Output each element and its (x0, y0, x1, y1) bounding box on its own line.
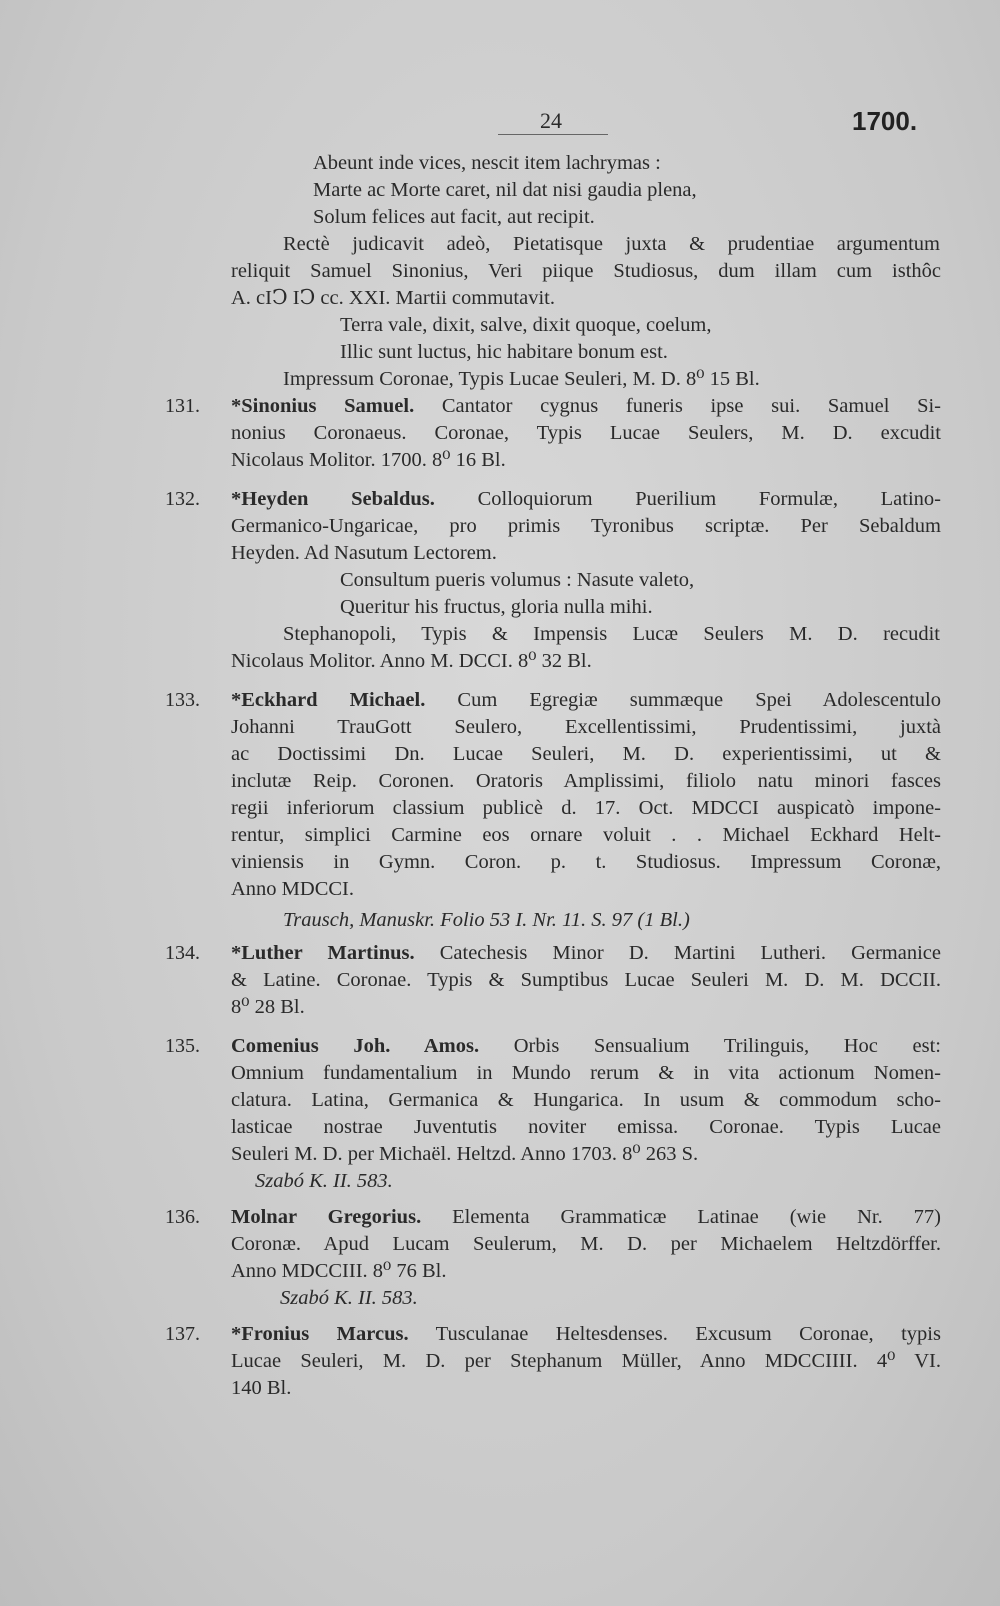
reference-line: Trausch, Manuskr. Folio 53 I. Nr. 11. S. 97 (1 Bl.) (283, 909, 690, 931)
verse-line: Queritur his fructus, gloria nulla mihi. (340, 596, 653, 618)
imprint-line: Nicolaus Molitor. Anno M. DCCI. 8⁰ 32 Bl. (231, 650, 592, 672)
entry-title: Catechesis Minor D. Martini Lutheri. Germanice (414, 942, 941, 964)
running-header (0, 104, 1000, 144)
entry-number: 134. (165, 942, 200, 964)
reference-line: Szabó K. II. 583. (255, 1170, 393, 1192)
running-year: 1700. (852, 106, 918, 136)
entry-author: Molnar Gregorius. (231, 1206, 422, 1228)
entry-number: 137. (165, 1323, 200, 1345)
entry-first-line (231, 393, 941, 420)
page-number: 24 (540, 108, 562, 133)
entry-title: Tusculanae Heltesdenses. Excusum Coronae, typis (408, 1323, 941, 1345)
imprint-line: Stephanopoli, Typis & Impensis Lucæ Seulers M. D. recudit (283, 623, 940, 645)
entry-author: *Heyden Sebaldus. (231, 488, 435, 510)
entry-author: *Fronius Marcus. (231, 1323, 409, 1345)
entry-line: 140 Bl. (231, 1377, 292, 1399)
entry-first-line (231, 1204, 941, 1231)
entry-author: *Luther Martinus. (231, 942, 415, 964)
entry-first-line (231, 940, 941, 967)
entry-line: Johanni TrauGott Seulero, Excellentissimi, Prudentissimi, juxtà (231, 716, 941, 738)
entry-number: 133. (165, 689, 200, 711)
entry-number: 131. (165, 395, 200, 417)
entry-line: Nicolaus Molitor. 1700. 8⁰ 16 Bl. (231, 449, 506, 471)
entry-line: Heyden. Ad Nasutum Lectorem. (231, 542, 497, 564)
verse-line: Consultum pueris volumus : Nasute valeto, (340, 569, 695, 591)
verse-line: Abeunt inde vices, nescit item lachrymas : (313, 152, 661, 174)
entry-line: ac Doctissimi Dn. Lucae Seuleri, M. D. experientissimi, ut & (231, 743, 941, 765)
entry-number: 135. (165, 1035, 200, 1057)
entry-first-line (231, 1321, 941, 1348)
prose-line: A. cIↃ IↃ cc. XXI. Martii commutavit. (231, 287, 555, 309)
entry-line: Seuleri M. D. per Michaël. Heltzd. Anno 1703. 8⁰ 263 S. (231, 1143, 699, 1165)
entry-title: Cantator cygnus funeris ipse sui. Samuel Si- (414, 395, 941, 417)
entry-line: 8⁰ 28 Bl. (231, 996, 305, 1018)
entry-line: Anno MDCCI. (231, 878, 355, 900)
entry-line: regii inferiorum classium publicè d. 17. Oct. MDCCI auspicatò impone- (231, 797, 941, 819)
entry-line: Omnium fundamentalium in Mundo rerum & in vita actionum Nomen- (231, 1062, 941, 1084)
entry-title: Orbis Sensualium Trilinguis, Hoc est: (479, 1035, 941, 1057)
imprint-line: Impressum Coronae, Typis Lucae Seuleri, M. D. 8⁰ 15 Bl. (283, 368, 760, 390)
entry-title: Cum Egregiæ summæque Spei Adolescentulo (425, 689, 941, 711)
prose-line: reliquit Samuel Sinonius, Veri piique Studiosus, dum illam cum isthôc (231, 260, 941, 282)
entry-line: & Latine. Coronae. Typis & Sumptibus Lucae Seuleri M. D. M. DCCII. (231, 969, 941, 991)
entry-line: Coronæ. Apud Lucam Seulerum, M. D. per Michaelem Heltzdörffer. (231, 1233, 941, 1255)
verse-line: Solum felices aut facit, aut recipit. (313, 206, 595, 228)
entry-first-line (231, 486, 941, 513)
entry-line: viniensis in Gymn. Coron. p. t. Studiosus. Impressum Coronæ, (231, 851, 941, 873)
entry-line: clatura. Latina, Germanica & Hungarica. In usum & commodum scho- (231, 1089, 941, 1111)
reference-line: Szabó K. II. 583. (280, 1287, 418, 1309)
header-rule (498, 134, 608, 135)
entry-line: Lucae Seuleri, M. D. per Stephanum Müller, Anno MDCCIIII. 4⁰ VI. (231, 1350, 941, 1372)
entry-title: Colloquiorum Puerilium Formulæ, Latino- (434, 488, 942, 510)
entry-line: nonius Coronaeus. Coronae, Typis Lucae Seulers, M. D. excudit (231, 422, 941, 444)
entry-first-line (231, 1033, 941, 1060)
entry-title: Elementa Grammaticæ Latinae (wie Nr. 77) (421, 1206, 941, 1228)
entry-line: lasticae nostrae Juventutis noviter emissa. Coronae. Typis Lucae (231, 1116, 941, 1138)
entry-number: 132. (165, 488, 200, 510)
entry-line: Anno MDCCIII. 8⁰ 76 Bl. (231, 1260, 447, 1282)
entry-author: *Sinonius Samuel. (231, 395, 415, 417)
prose-line: Rectè judicavit adeò, Pietatisque juxta & prudentiae argumentum (283, 233, 940, 255)
entry-line: rentur, simplici Carmine eos ornare voluit . . Michael Eckhard Helt- (231, 824, 941, 846)
verse-line: Marte ac Morte caret, nil dat nisi gaudia plena, (313, 179, 697, 201)
entry-author: *Eckhard Michael. (231, 689, 426, 711)
verse-line: Terra vale, dixit, salve, dixit quoque, coelum, (340, 314, 712, 336)
verse-line: Illic sunt luctus, hic habitare bonum est. (340, 341, 668, 363)
entry-line: inclutæ Reip. Coronen. Oratoris Amplissimi, filiolo natu minori fasces (231, 770, 941, 792)
entry-line: Germanico-Ungaricae, pro primis Tyronibus scriptæ. Per Sebaldum (231, 515, 941, 537)
entry-first-line (231, 687, 941, 714)
entry-number: 136. (165, 1206, 200, 1228)
entry-author: Comenius Joh. Amos. (231, 1035, 480, 1057)
